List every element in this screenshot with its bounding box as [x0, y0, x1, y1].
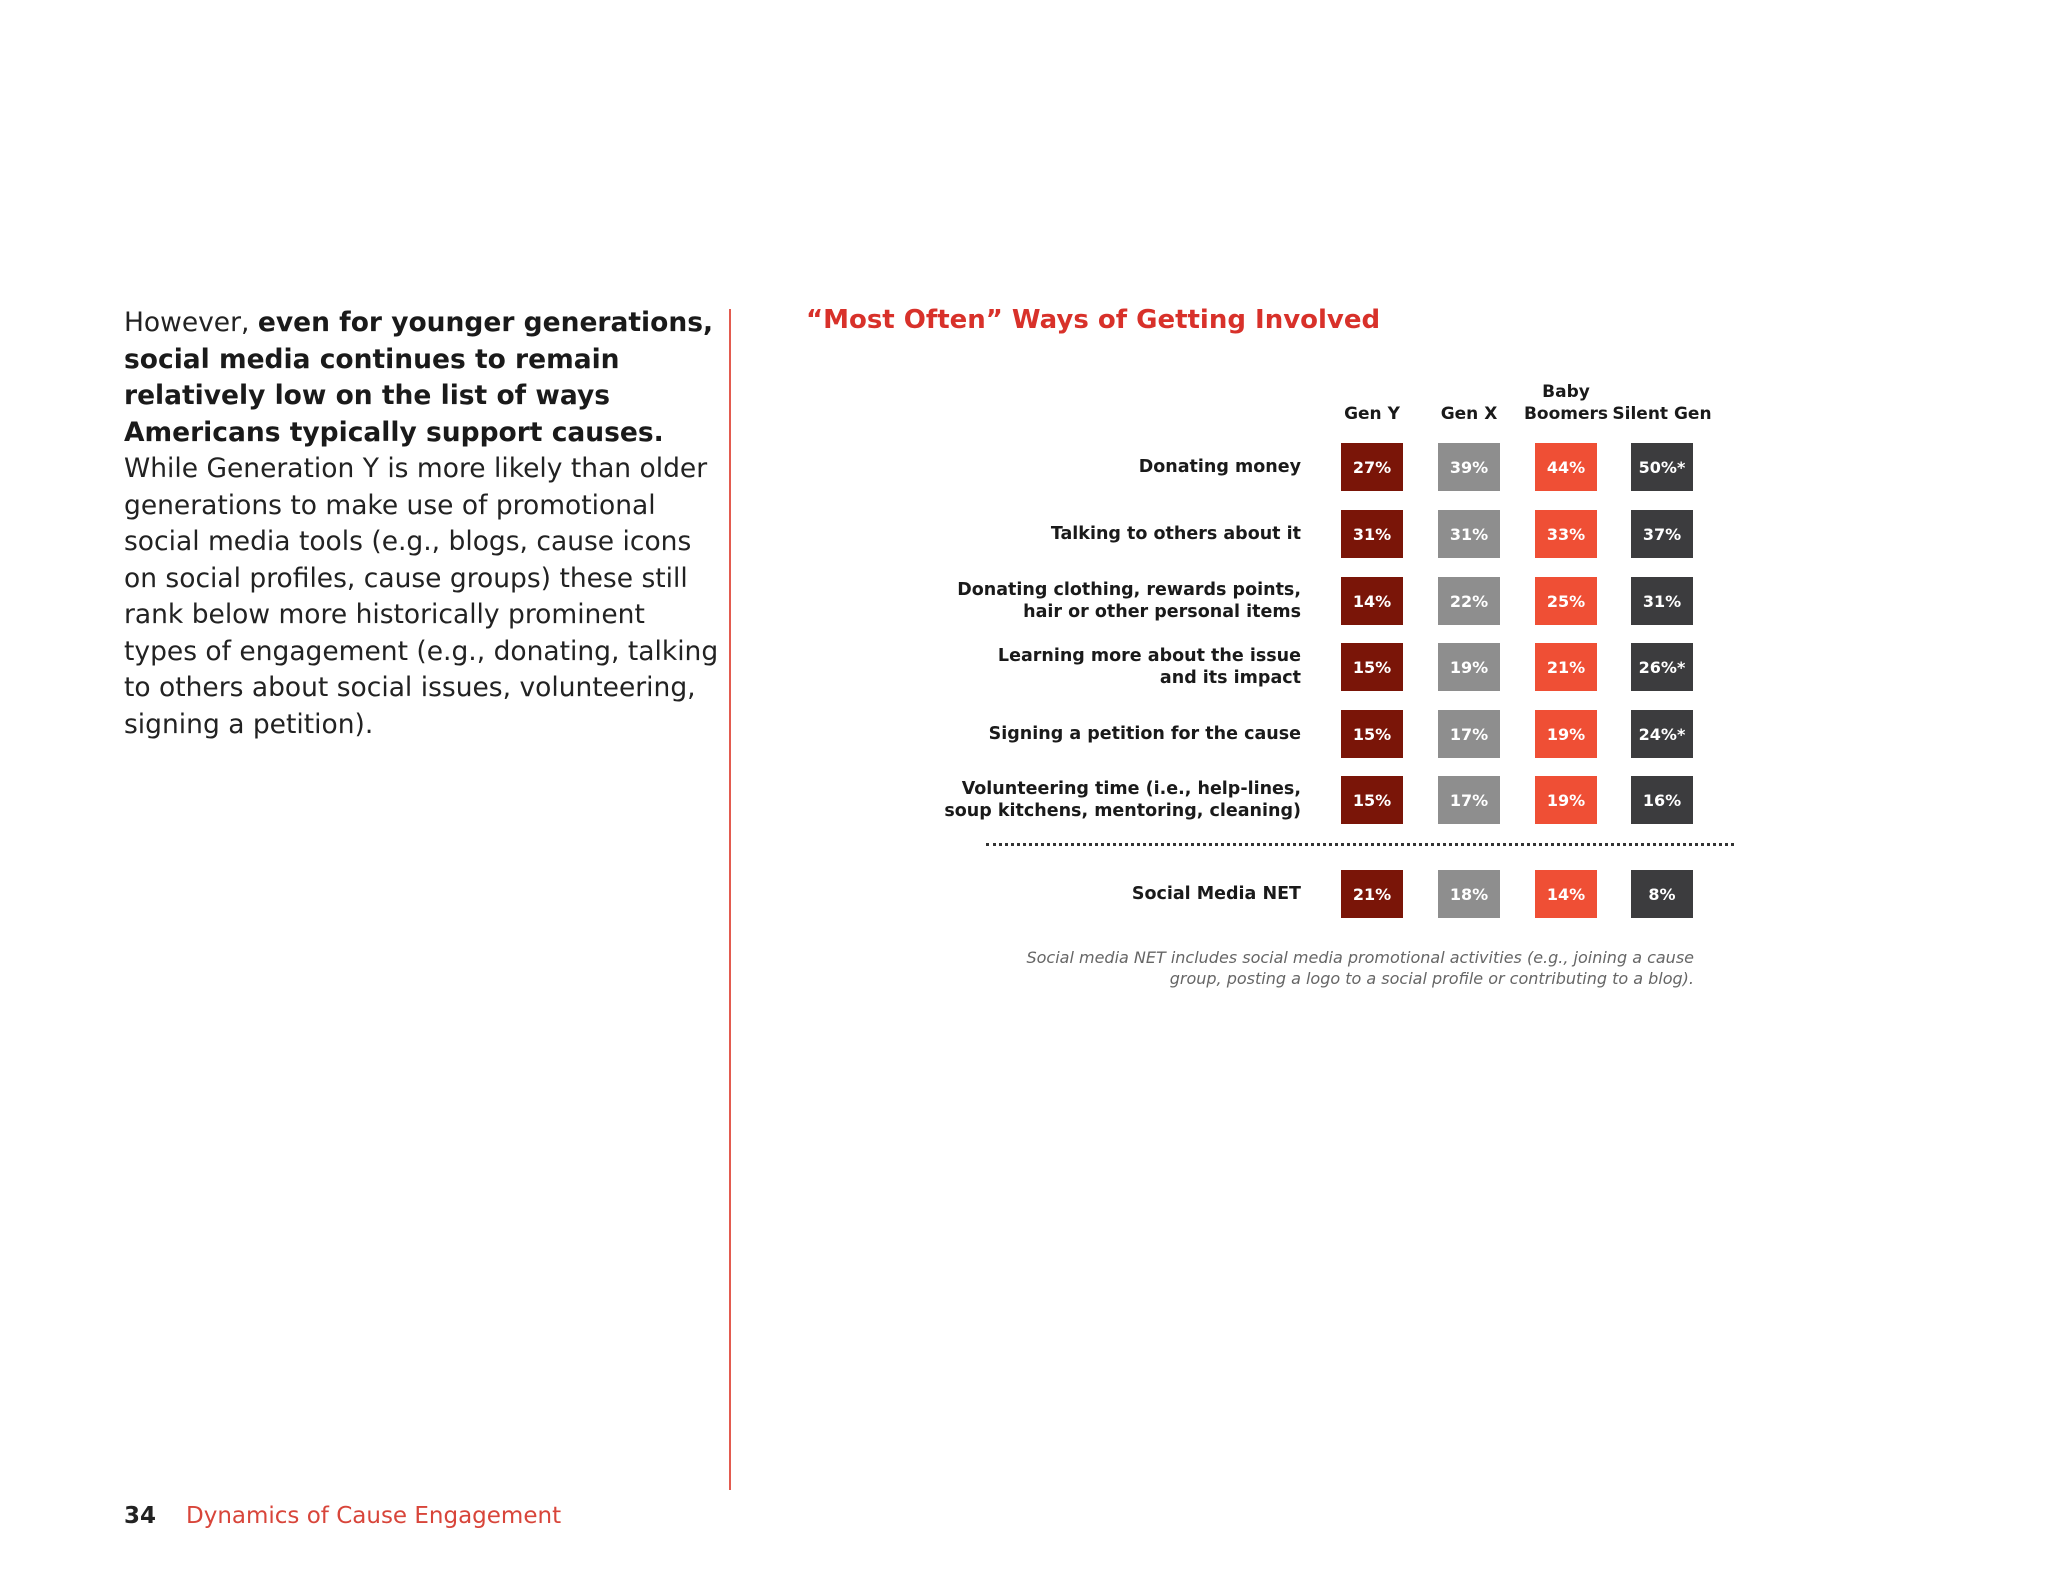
net-value-cell: 21%: [1341, 870, 1403, 918]
row-label: Donating clothing, rewards points, hair or other personal items: [957, 580, 1301, 622]
value-cell: 26%*: [1631, 643, 1693, 691]
row-label: Learning more about the issue and its impact: [997, 646, 1301, 688]
value-cell: 17%: [1438, 710, 1500, 758]
value-cell: 19%: [1438, 643, 1500, 691]
value-cell: 25%: [1535, 577, 1597, 625]
value-cell: 19%: [1535, 710, 1597, 758]
value-cell: 27%: [1341, 443, 1403, 491]
column-header-gen-y: Gen Y: [1344, 404, 1400, 424]
body-bold-text: even for younger generations, social media continues to remain relatively low on the list of ways Americans typically support causes.: [124, 307, 714, 448]
footer-title: Dynamics of Cause Engagement: [186, 1503, 562, 1529]
value-cell: 16%: [1631, 776, 1693, 824]
value-cell: 31%: [1341, 510, 1403, 558]
row-label: Signing a petition for the cause: [988, 724, 1301, 744]
value-cell: 50%*: [1631, 443, 1693, 491]
body-rest: While Generation Y is more likely than older generations to make use of promotional social media tools (e.g., blogs, cause icons on social profiles, cause groups) these still rank below more historically prominent types of engagement (e.g., donating, talking to others about social issues, volunteering, signing a petition).: [124, 453, 719, 740]
body-intro: However,: [124, 307, 258, 338]
net-row-label: Social Media NET: [1131, 884, 1301, 904]
body-paragraph: [124, 305, 724, 743]
value-cell: 24%*: [1631, 710, 1693, 758]
row-label: Talking to others about it: [1050, 524, 1301, 544]
value-cell: 14%: [1341, 577, 1403, 625]
value-cell: 15%: [1341, 710, 1403, 758]
value-cell: 44%: [1535, 443, 1597, 491]
row-label: Donating money: [1138, 457, 1301, 477]
column-header-gen-x: Gen X: [1440, 404, 1498, 424]
value-cell: 37%: [1631, 510, 1693, 558]
value-cell: 15%: [1341, 643, 1403, 691]
value-cell: 33%: [1535, 510, 1597, 558]
value-cell: 31%: [1631, 577, 1693, 625]
value-cell: 39%: [1438, 443, 1500, 491]
value-cell: 21%: [1535, 643, 1597, 691]
dotted-separator: [986, 843, 1734, 846]
value-cell: 15%: [1341, 776, 1403, 824]
value-cell: 22%: [1438, 577, 1500, 625]
column-header-baby-boomers: Baby Boomers: [1523, 382, 1609, 424]
chart-title: “Most Often” Ways of Getting Involved: [806, 305, 1381, 335]
vertical-divider: [729, 309, 731, 1490]
row-label: Volunteering time (i.e., help-lines, soup kitchens, mentoring, cleaning): [944, 779, 1301, 821]
value-cell: 19%: [1535, 776, 1597, 824]
value-cell: 31%: [1438, 510, 1500, 558]
net-value-cell: 18%: [1438, 870, 1500, 918]
net-value-cell: 14%: [1535, 870, 1597, 918]
column-header-silent-gen: Silent Gen: [1612, 404, 1712, 424]
net-value-cell: 8%: [1631, 870, 1693, 918]
value-cell: 17%: [1438, 776, 1500, 824]
chart-footnote: Social media NET includes social media promotional activities (e.g., joining a cause group, posting a logo to a social profile or contributing to a blog).: [1026, 948, 1694, 988]
page-number: 34: [124, 1503, 157, 1529]
